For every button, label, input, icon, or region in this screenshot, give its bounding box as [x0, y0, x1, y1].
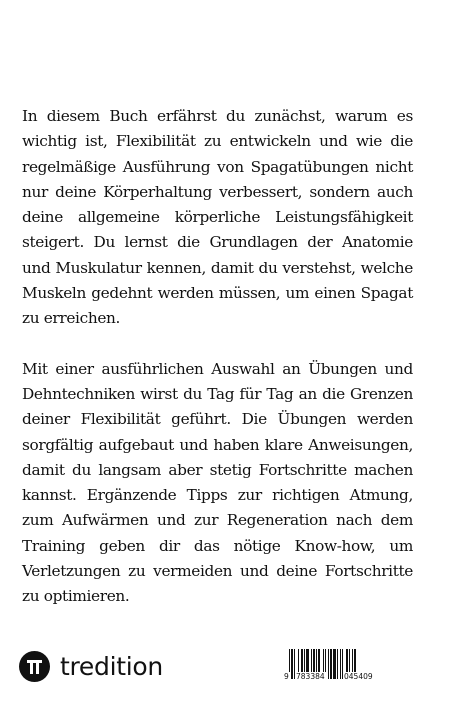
- tredition-logo-icon: [19, 651, 50, 682]
- publisher-logo: [19, 651, 163, 682]
- barcode-digit-lead: 9: [284, 672, 289, 681]
- blurb-paragraph-1: In diesem Buch erfährst du zunächst, warum es wichtig ist, Flexibilität zu entwickeln und wie die regelmäßige Ausführung von Spagatübungen nicht nur deine Körperhaltung verbessert, sondern auch deine allgemeine körperliche Leistungsfähigkeit steigert. Du lernst die Grundlagen der Anatomie und Muskulatur kennen, damit du verstehst, welche Muskeln gedehnt werden müssen, um einen Spagat zu erreichen.: [22, 107, 413, 328]
- barcode-bar: [291, 649, 293, 679]
- barcode-bar: [333, 649, 336, 679]
- back-cover-blurb: [22, 104, 413, 635]
- blurb-paragraph-2: Mit einer ausführlichen Auswahl an Übungen und Dehntechniken wirst du Tag für Tag an die Grenzen deiner Flexibilität geführt. Die Übungen werden sorgfältig aufgebaut und haben klare Anweisungen, damit du langsam aber stetig Fortschritte machen kannst. Ergänzende Tipps zur richtigen Atmung, zum Aufwärmen und zur Regeneration nach dem Training geben dir das nötige Know-how, um Verletzungen zu vermeiden und deine Fortschritte zu optimieren.: [22, 359, 413, 606]
- barcode-bar: [340, 649, 341, 679]
- barcode-bar: [328, 649, 329, 679]
- publisher-name: tredition: [60, 652, 163, 681]
- barcode-digits-group1: 783384: [296, 672, 325, 681]
- barcode-bar: [337, 649, 338, 679]
- barcode-bar: [330, 649, 332, 679]
- barcode-digits-group2: 045409: [344, 672, 373, 681]
